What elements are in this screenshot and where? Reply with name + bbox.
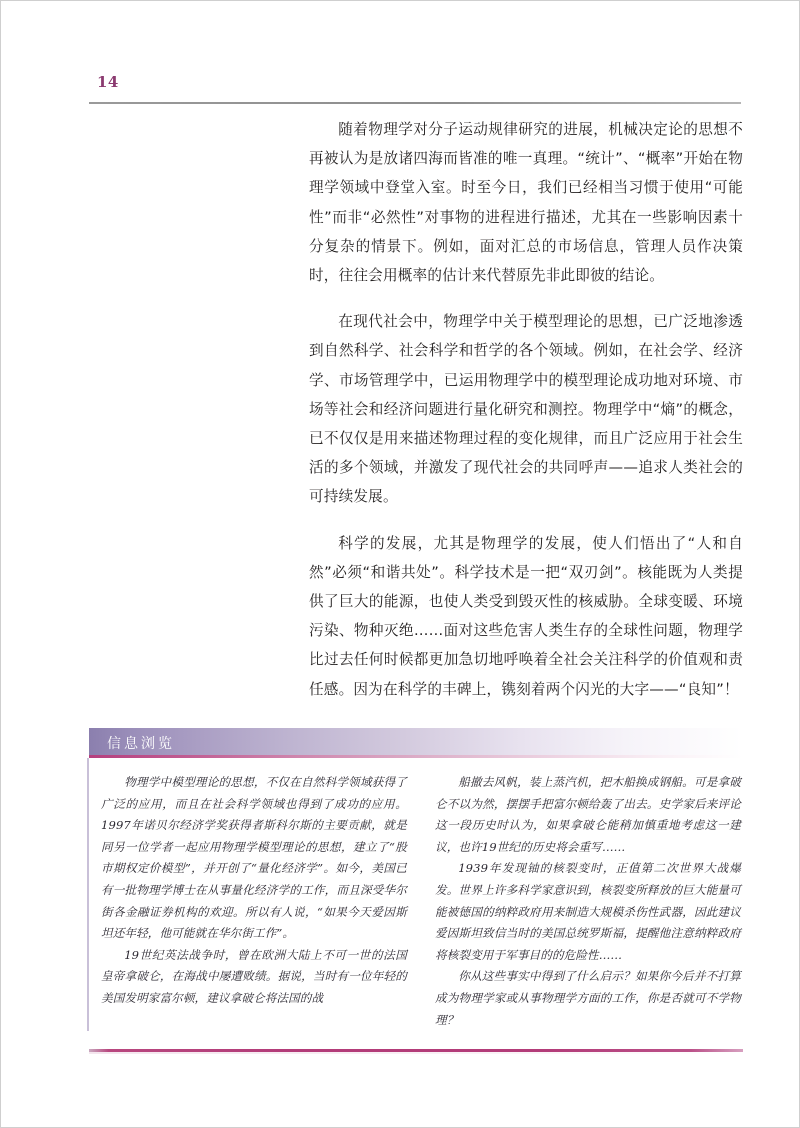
info-right-column — [435, 772, 741, 1031]
info-left-paragraph-2: 19世纪英法战争时，曾在欧洲大陆上不可一世的法国皇帝拿破仑，在海战中屡遭败绩。据说，当时有一位年轻的美国发明家富尔顿，建议拿破仑将法国的战 — [101, 947, 407, 1005]
info-right-paragraph-1: 船撤去风帆，装上蒸汽机，把木船换成钢船。可是拿破仑不以为然，摆摆手把富尔顿给轰了出去。史学家后来评论这一段历史时认为，如果拿破仑能稍加慎重地考虑这一建议，也许19世纪的历史将会重写…… — [435, 775, 741, 854]
info-section-bottom-rule-shadow — [89, 1052, 743, 1054]
info-browse-columns — [87, 758, 743, 1031]
info-browse-banner-label: 信息浏览 — [107, 736, 175, 752]
info-browse-banner — [89, 728, 743, 758]
main-body-text — [309, 115, 743, 721]
info-browse-section — [89, 728, 743, 1031]
main-paragraph-1: 随着物理学对分子运动规律研究的进展，机械决定论的思想不再被认为是放诸四海而皆准的唯一真理。“统计”、“概率”开始在物理学领域中登堂入室。时至今日，我们已经相当习惯于使用“可能性”而非“必然性”对事物的进程进行描述，尤其在一些影响因素十分复杂的情景下。例如，面对汇总的市场信息，管理人员作决策时，往往会用概率的估计来代替原先非此即彼的结论。 — [309, 121, 743, 285]
main-paragraph-2: 在现代社会中，物理学中关于模型理论的思想，已广泛地渗透到自然科学、社会科学和哲学的各个领域。例如，在社会学、经济学、市场管理学中，已运用物理学中的模型理论成功地对环境、市场等社会和经济问题进行量化研究和测控。物理学中“熵”的概念，已不仅仅是用来描述物理过程的变化规律，而且广泛应用于社会生活的多个领域，并激发了现代社会的共同呼声——追求人类社会的可持续发展。 — [309, 313, 743, 506]
info-left-paragraph-1: 物理学中模型理论的思想，不仅在自然科学领域获得了广泛的应用，而且在社会科学领域也得到了成功的应用。1997年诺贝尔经济学奖获得者斯科尔斯的主要贡献，就是同另一位学者一起应用物理学模型理论的思想，建立了“股市期权定价模型”，并开创了“量化经济学”。如今，美国已有一批物理学博士在从事量化经济学的工作，而且深受华尔街各金融证券机构的欢迎。所以有人说，“如果今天爱因斯坦还年轻，他可能就在华尔街工作”。 — [101, 775, 407, 941]
info-right-paragraph-3: 你从这些事实中得到了什么启示？如果你今后并不打算成为物理学家或从事物理学方面的工作，你是否就可不学物理？ — [435, 969, 741, 1027]
page-number: 14 — [97, 73, 119, 91]
info-left-column — [101, 772, 407, 1031]
main-paragraph-3: 科学的发展，尤其是物理学的发展，使人们悟出了“人和自然”必须“和谐共处”。科学技术是一把“双刃剑”。核能既为人类提供了巨大的能源，也使人类受到毁灭性的核威胁。全球变暖、环境污染、物种灭绝……面对这些危害人类生存的全球性问题，物理学比过去任何时候都更加急切地呼唤着全社会关注科学的价值观和责任感。因为在科学的丰碑上，镌刻着两个闪光的大字——“良知”！ — [309, 534, 743, 698]
header-rule-divider — [89, 102, 741, 104]
info-right-paragraph-2: 1939年发现铀的核裂变时，正值第二次世界大战爆发。世界上许多科学家意识到，核裂变所释放的巨大能量可能被德国的纳粹政府用来制造大规模杀伤性武器，因此建议爱因斯坦致信当时的美国总统罗斯福，提醒他注意纳粹政府将核裂变用于军事目的的危险性…… — [435, 861, 741, 962]
